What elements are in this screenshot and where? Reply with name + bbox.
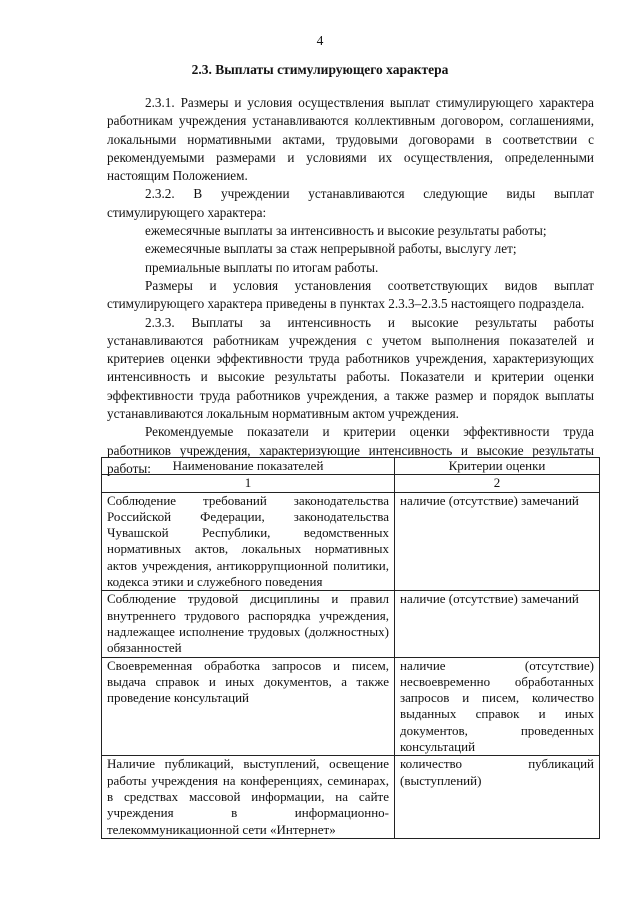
- indicator-cell: Своевременная обработка запросов и писем, выдача справок и иных документов, а также проведение консультаций: [102, 657, 395, 756]
- list-item: премиальные выплаты по итогам работы.: [145, 259, 379, 275]
- column-number: 2: [395, 475, 600, 492]
- criterion-cell: наличие (отсутствие) замечаний: [395, 492, 600, 591]
- table-header-row: [102, 458, 600, 475]
- page-number: 4: [316, 33, 324, 48]
- list-item: ежемесячные выплаты за интенсивность и высокие результаты работы;: [145, 223, 547, 239]
- paragraph-2-3-1: 2.3.1. Размеры и условия осуществления выплат стимулирующего характера работникам учреждения устанавливаются коллективным договором, соглашениями, локальными нормативными актами, трудовыми договорами в соответствии с рекомендуемыми размерами и условиями их осуществления, определенными настоящим Положением.: [107, 95, 594, 184]
- criterion-cell: количество публикаций (выступлений): [395, 756, 600, 838]
- criterion-cell: наличие (отсутствие) замечаний: [395, 591, 600, 657]
- list-item: ежемесячные выплаты за стаж непрерывной работы, выслугу лет;: [145, 241, 517, 257]
- indicator-cell: Наличие публикаций, выступлений, освещение работы учреждения на конференциях, семинарах, в средствах массовой информации, на сайте учреждения в информационно-телекоммуникационной сети «Интернет»: [102, 756, 395, 838]
- paragraph-recommended: Рекомендуемые показатели и критерии оценки эффективности труда работников учреждения, характеризующие интенсивность и высокие результаты работы:: [107, 424, 594, 476]
- body-text: [107, 94, 594, 478]
- column-number: 1: [102, 475, 395, 492]
- paragraph-2-3-2: 2.3.2. В учреждении устанавливаются следующие виды выплат стимулирующего характера:: [107, 186, 594, 220]
- header-indicators: Наименование показателей: [102, 458, 395, 475]
- table-row: [102, 657, 600, 756]
- section-title: 2.3. Выплаты стимулирующего характера: [191, 62, 449, 77]
- table-column-numbers: [102, 475, 600, 492]
- header-criteria: Критерии оценки: [395, 458, 600, 475]
- criteria-table: [101, 457, 600, 839]
- criterion-cell: наличие (отсутствие) несвоевременно обработанных запросов и писем, количество выданных справок и иных документов, проведенных консультаций: [395, 657, 600, 756]
- table-row: [102, 591, 600, 657]
- indicator-cell: Соблюдение требований законодательства Российской Федерации, законодательства Чувашской Республики, ведомственных нормативных актов, локальных нормативных актов учреждения, антикоррупционной политики, кодекса этики и служебного поведения: [102, 492, 395, 591]
- table-row: [102, 492, 600, 591]
- paragraph-conditions: Размеры и условия установления соответствующих видов выплат стимулирующего характера приведены в пунктах 2.3.3–2.3.5 настоящего подраздела.: [107, 277, 594, 312]
- indicator-cell: Соблюдение трудовой дисциплины и правил внутреннего трудового распорядка учреждения, надлежащее исполнение трудовых (должностных) обязанностей: [102, 591, 395, 657]
- paragraph-2-3-3: 2.3.3. Выплаты за интенсивность и высокие результаты работы устанавливаются работникам учреждения с учетом выполнения показателей и критериев оценки эффективности труда работников учреждения, характеризующих интенсивность и высокие результаты работы. Показатели и критерии оценки эффективности труда работников учреждения, а также размер и порядок выплаты устанавливаются локальным нормативным актом учреждения.: [107, 314, 594, 422]
- table-row: [102, 756, 600, 838]
